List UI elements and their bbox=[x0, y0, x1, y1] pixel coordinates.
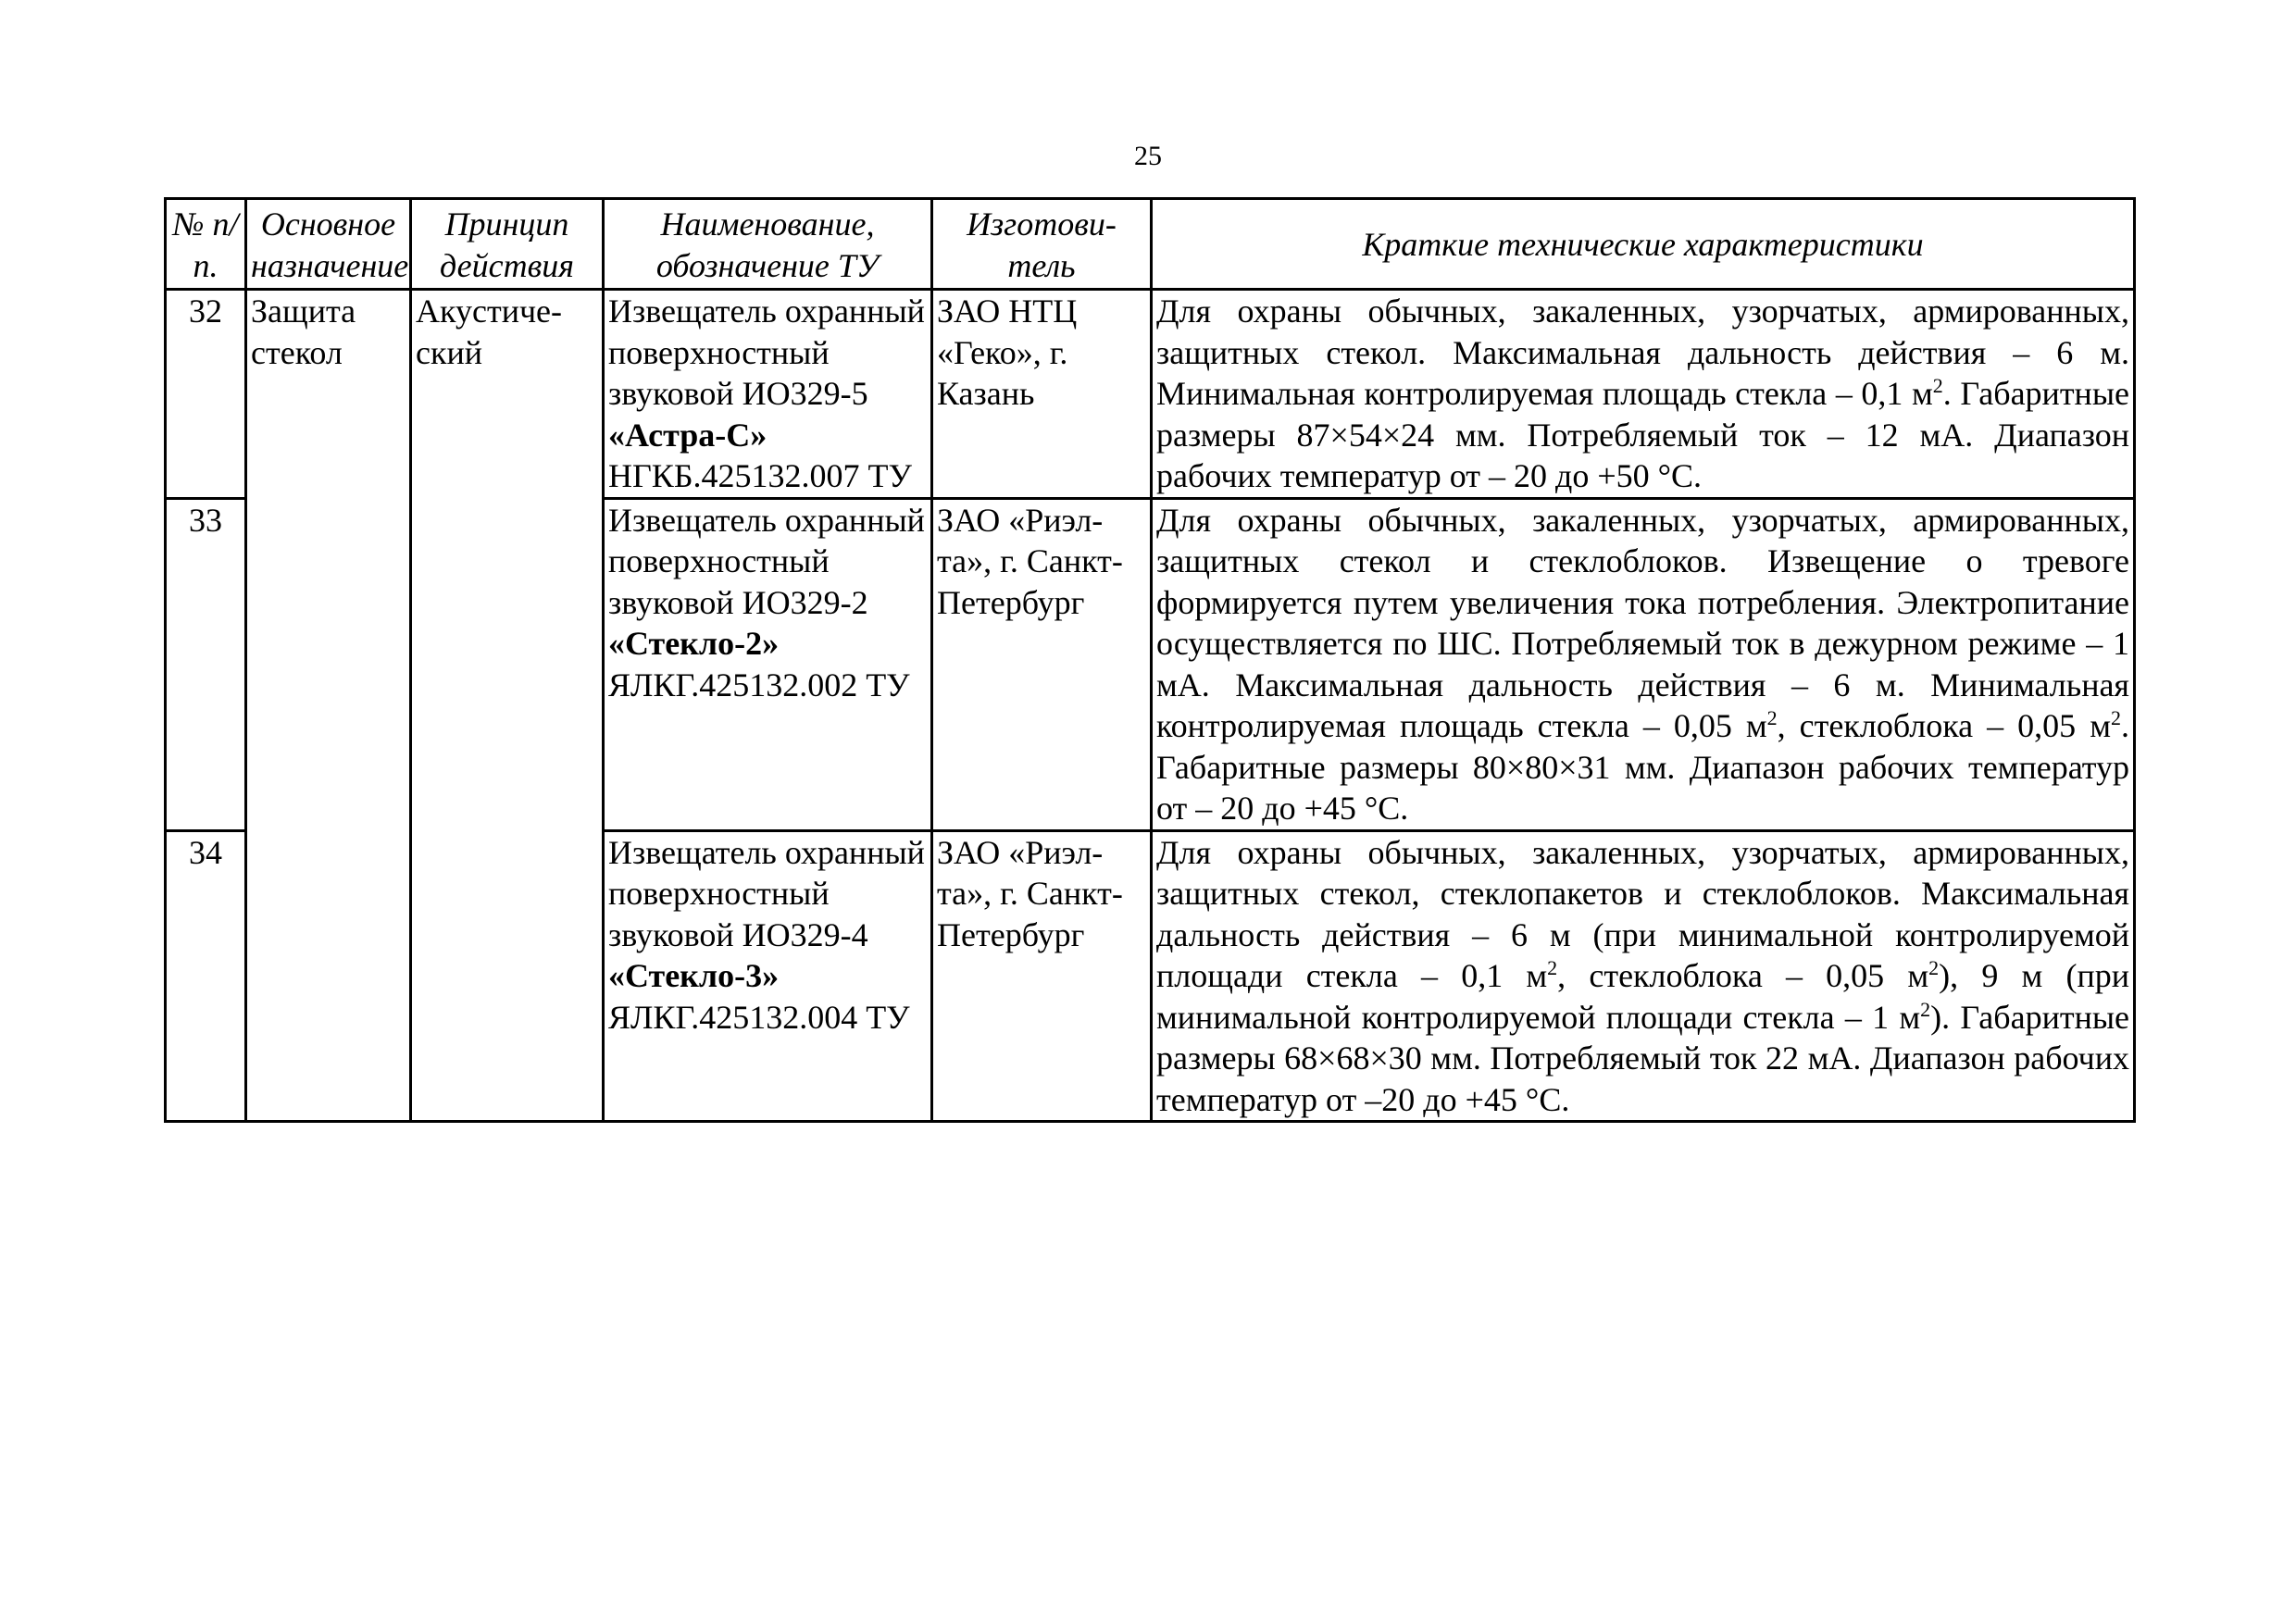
superscript: 2 bbox=[1920, 997, 1931, 1021]
table-row bbox=[166, 290, 2135, 499]
row-num: 32 bbox=[166, 290, 246, 499]
header-name: Наименование, обозначение ТУ bbox=[604, 199, 932, 290]
device-model: «Стекло-3» bbox=[608, 957, 780, 994]
superscript: 2 bbox=[1932, 374, 1943, 397]
header-manufacturer: Изготови-тель bbox=[932, 199, 1152, 290]
superscript: 2 bbox=[2111, 706, 2121, 729]
characteristics-cell bbox=[1152, 498, 2135, 830]
devices-table bbox=[164, 197, 2136, 1123]
desc-text: Для охраны обычных, закаленных, узорчатых, армированных, защитных стекол и стеклоблоков. Извещение о тревоге формируется путем увеличения тока потребления. Электропитание осуществляется по ШС. Потребляемый ток в дежурном режиме – 1 мА. Максимальная дальность действия – 6 м. Минимальная контролируемая площадь стекла – 0,05 м bbox=[1156, 501, 2129, 744]
superscript: 2 bbox=[1547, 956, 1558, 979]
device-tu: НГКБ.425132.007 ТУ bbox=[608, 457, 912, 494]
header-principle: Принцип действия bbox=[411, 199, 604, 290]
device-name: Извещатель охранный поверхностный звуковой ИО329-4 bbox=[608, 833, 925, 953]
device-model: «Стекло-2» bbox=[608, 625, 780, 662]
principle-cell: Акустиче-ский bbox=[411, 290, 604, 1122]
row-num: 34 bbox=[166, 830, 246, 1122]
device-name: Извещатель охранный поверхностный звуковой ИО329-5 bbox=[608, 292, 925, 412]
characteristics-cell bbox=[1152, 290, 2135, 499]
row-num: 33 bbox=[166, 498, 246, 830]
desc-text: , стеклоблока – 0,05 м bbox=[1557, 957, 1929, 994]
desc-text: Для охраны обычных, закаленных, узорчатых, армированных, защитных стекол, стеклопакетов и стеклоблоков. Максимальная дальность действия – 6 м (при минимальной контролируемой площади стекла – 0,1 м bbox=[1156, 833, 2129, 994]
manufacturer-cell: ЗАО «Риэл-та», г. Санкт-Петербург bbox=[932, 830, 1152, 1122]
characteristics-cell bbox=[1152, 830, 2135, 1122]
name-cell bbox=[604, 498, 932, 830]
desc-text: ). Габаритные размеры 68×68×30 мм. Потребляемый ток 22 мА. Диапазон рабочих температур от –20 до +45 °С. bbox=[1156, 998, 2130, 1118]
desc-text: Для охраны обычных, закаленных, узорчатых, армированных, защитных стекол. Максимальная дальность действия – 6 м. Минимальная контролируемая площадь стекла – 0,1 м bbox=[1156, 292, 2129, 412]
page-number: 25 bbox=[1134, 141, 1162, 171]
purpose-cell: Защита стекол bbox=[246, 290, 411, 1122]
superscript: 2 bbox=[1928, 956, 1940, 979]
table-header-row bbox=[166, 199, 2135, 290]
header-purpose: Основное назначение bbox=[246, 199, 411, 290]
desc-text: , стеклоблока – 0,05 м bbox=[1777, 707, 2111, 744]
desc-text: . Габаритные размеры 87×54×24 мм. Потребляемый ток – 12 мА. Диапазон рабочих температур от – 20 до +50 °С. bbox=[1156, 375, 2129, 494]
name-cell bbox=[604, 290, 932, 499]
device-tu: ЯЛКГ.425132.002 ТУ bbox=[608, 666, 910, 703]
header-characteristics: Краткие технические характеристики bbox=[1152, 199, 2135, 290]
superscript: 2 bbox=[1766, 706, 1778, 729]
name-cell bbox=[604, 830, 932, 1122]
desc-text: . Габаритные размеры 80×80×31 мм. Диапазон рабочих температур от – 20 до +45 °С. bbox=[1156, 707, 2129, 827]
device-tu: ЯЛКГ.425132.004 ТУ bbox=[608, 998, 910, 1036]
desc-text: ), 9 м (при минимальной контролируемой площади стекла – 1 м bbox=[1156, 957, 2130, 1036]
header-num: № п/п. bbox=[166, 199, 246, 290]
device-model: «Астра-С» bbox=[608, 416, 767, 454]
device-name: Извещатель охранный поверхностный звуковой ИО329-2 bbox=[608, 501, 925, 621]
manufacturer-cell: ЗАО «Риэл-та», г. Санкт-Петербург bbox=[932, 498, 1152, 830]
manufacturer-cell: ЗАО НТЦ «Геко», г. Казань bbox=[932, 290, 1152, 499]
